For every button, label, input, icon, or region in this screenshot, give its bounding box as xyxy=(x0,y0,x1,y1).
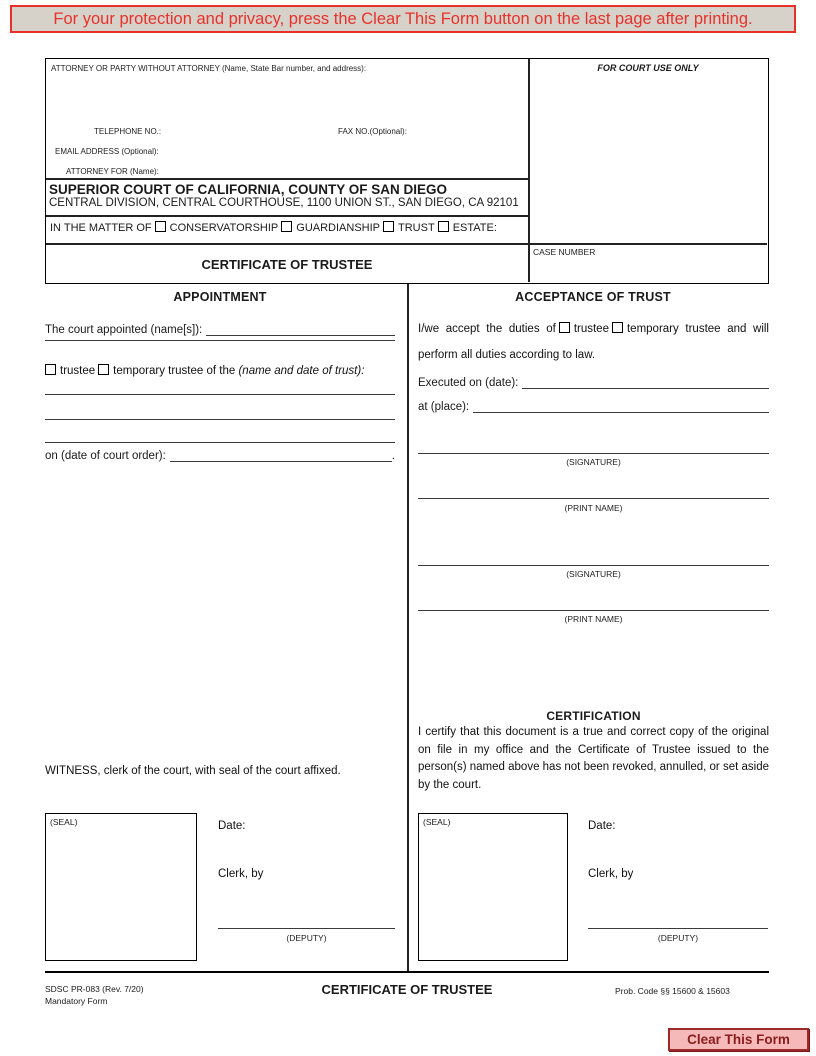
executed-date-input[interactable] xyxy=(522,375,769,389)
temporary-trustee-checkbox[interactable] xyxy=(98,364,109,375)
probate-code-reference: Prob. Code §§ 15600 & 15603 xyxy=(615,986,730,996)
court-name: SUPERIOR COURT OF CALIFORNIA, COUNTY OF SAN DIEGO xyxy=(49,182,448,197)
signature-label-1: (SIGNATURE) xyxy=(566,457,621,467)
executed-place-input[interactable] xyxy=(473,399,769,413)
clear-form-button[interactable]: Clear This Form xyxy=(668,1028,809,1051)
accept-trustee-label: trustee xyxy=(573,323,609,335)
accept-temporary-trustee-checkbox[interactable] xyxy=(612,322,623,333)
clerk-date-label-2: Date: xyxy=(588,820,616,832)
footer-rule xyxy=(45,971,769,973)
deputy-label: (DEPUTY) xyxy=(286,933,327,943)
appointed-names-label: The court appointed (name[s]): xyxy=(45,324,203,336)
form-title: CERTIFICATE OF TRUSTEE xyxy=(201,257,373,272)
conservatorship-label: CONSERVATORSHIP xyxy=(169,222,279,234)
trust-name-hint: (name and date of trust): xyxy=(238,365,365,377)
trust-name-input-3[interactable] xyxy=(45,442,395,443)
court-address: CENTRAL DIVISION, CENTRAL COURTHOUSE, 1100 UNION ST., SAN DIEGO, CA 92101 xyxy=(49,197,519,209)
clerk-by-label-2: Clerk, by xyxy=(588,868,634,880)
trustee-type-row xyxy=(45,364,397,377)
seal-label-2: (SEAL) xyxy=(423,817,451,827)
court-name-block xyxy=(49,182,527,209)
print-name-label-2: (PRINT NAME) xyxy=(564,614,623,624)
deputy-label-2: (DEPUTY) xyxy=(657,933,699,943)
court-use-area xyxy=(528,59,768,243)
form-header-box xyxy=(45,58,769,284)
form-type: Mandatory Form xyxy=(45,996,108,1006)
print-name-input-2[interactable] xyxy=(418,610,769,611)
footer-title: CERTIFICATE OF TRUSTEE xyxy=(321,982,493,997)
order-date-period: . xyxy=(391,450,395,462)
attorney-for-label: ATTORNEY FOR (Name): xyxy=(66,167,159,176)
acceptance-heading: ACCEPTANCE OF TRUST xyxy=(515,290,671,304)
court-use-label: FOR COURT USE ONLY xyxy=(597,63,699,73)
header-divider-2 xyxy=(46,215,528,217)
guardianship-checkbox[interactable] xyxy=(281,221,292,232)
deputy-signature-input[interactable] xyxy=(218,928,395,929)
telephone-label: TELEPHONE NO.: xyxy=(94,127,162,136)
fax-label: FAX NO.(Optional): xyxy=(338,127,407,136)
acceptance-post: temporary trustee and will perform all duties according to law. xyxy=(418,323,769,361)
estate-label: ESTATE: xyxy=(452,222,497,234)
trustee-label: trustee xyxy=(60,365,96,377)
trustee-checkbox[interactable] xyxy=(45,364,56,375)
acceptance-statement xyxy=(418,316,769,368)
case-number-area[interactable] xyxy=(528,243,768,282)
form-number: SDSC PR-083 (Rev. 7/20) xyxy=(45,984,144,994)
conservatorship-checkbox[interactable] xyxy=(155,221,166,232)
trust-name-input-2[interactable] xyxy=(45,419,395,420)
print-name-input-1[interactable] xyxy=(418,498,769,499)
clerk-by-label: Clerk, by xyxy=(218,868,264,880)
print-name-label-1: (PRINT NAME) xyxy=(564,503,623,513)
court-seal-area xyxy=(45,813,197,961)
attorney-info-area[interactable] xyxy=(46,59,528,178)
court-seal-area-2 xyxy=(418,813,568,961)
matter-label: IN THE MATTER OF xyxy=(50,222,152,234)
certification-heading: CERTIFICATION xyxy=(546,709,641,723)
appointed-names-input[interactable] xyxy=(206,322,395,336)
executed-date-label: Executed on (date): xyxy=(418,377,519,389)
attorney-party-label: ATTORNEY OR PARTY WITHOUT ATTORNEY (Name, State Bar number, and address): xyxy=(51,64,367,73)
appointed-names-input-2[interactable] xyxy=(45,340,395,341)
trust-name-input-1[interactable] xyxy=(45,394,395,395)
estate-checkbox[interactable] xyxy=(438,221,449,232)
signature-label-2: (SIGNATURE) xyxy=(566,569,621,579)
privacy-banner-text: For your protection and privacy, press the Clear This Form button on the last page after printing. xyxy=(53,10,753,28)
matter-row xyxy=(50,221,526,234)
order-date-label: on (date of court order): xyxy=(45,450,166,462)
executed-place-label: at (place): xyxy=(418,401,470,413)
privacy-banner xyxy=(10,5,796,33)
header-vertical-divider xyxy=(528,59,530,282)
guardianship-label: GUARDIANSHIP xyxy=(296,222,381,234)
seal-label: (SEAL) xyxy=(50,817,78,827)
signature-input-2[interactable] xyxy=(418,565,769,566)
trust-label: TRUST xyxy=(398,222,435,234)
order-date-input[interactable] xyxy=(170,448,392,462)
trust-checkbox[interactable] xyxy=(383,221,394,232)
temporary-trustee-label: temporary trustee of the xyxy=(113,365,236,377)
email-label: EMAIL ADDRESS (Optional): xyxy=(55,147,159,156)
certification-body: I certify that this document is a true and correct copy of the original on file in my office and the Certificate of Trustee issued to the person(s) named above has not been revoked, annulled, or set aside by the court. xyxy=(418,726,769,791)
header-divider-1 xyxy=(46,178,528,180)
accept-trustee-checkbox[interactable] xyxy=(559,322,570,333)
acceptance-pre: I/we accept the duties of xyxy=(418,323,556,335)
appointment-heading: APPOINTMENT xyxy=(173,290,267,304)
column-divider xyxy=(407,284,409,973)
witness-text: WITNESS, clerk of the court, with seal of the court affixed. xyxy=(45,765,341,777)
deputy-signature-input-2[interactable] xyxy=(588,928,768,929)
signature-input-1[interactable] xyxy=(418,453,769,454)
case-number-label: CASE NUMBER xyxy=(533,247,596,257)
clerk-date-label: Date: xyxy=(218,820,246,832)
